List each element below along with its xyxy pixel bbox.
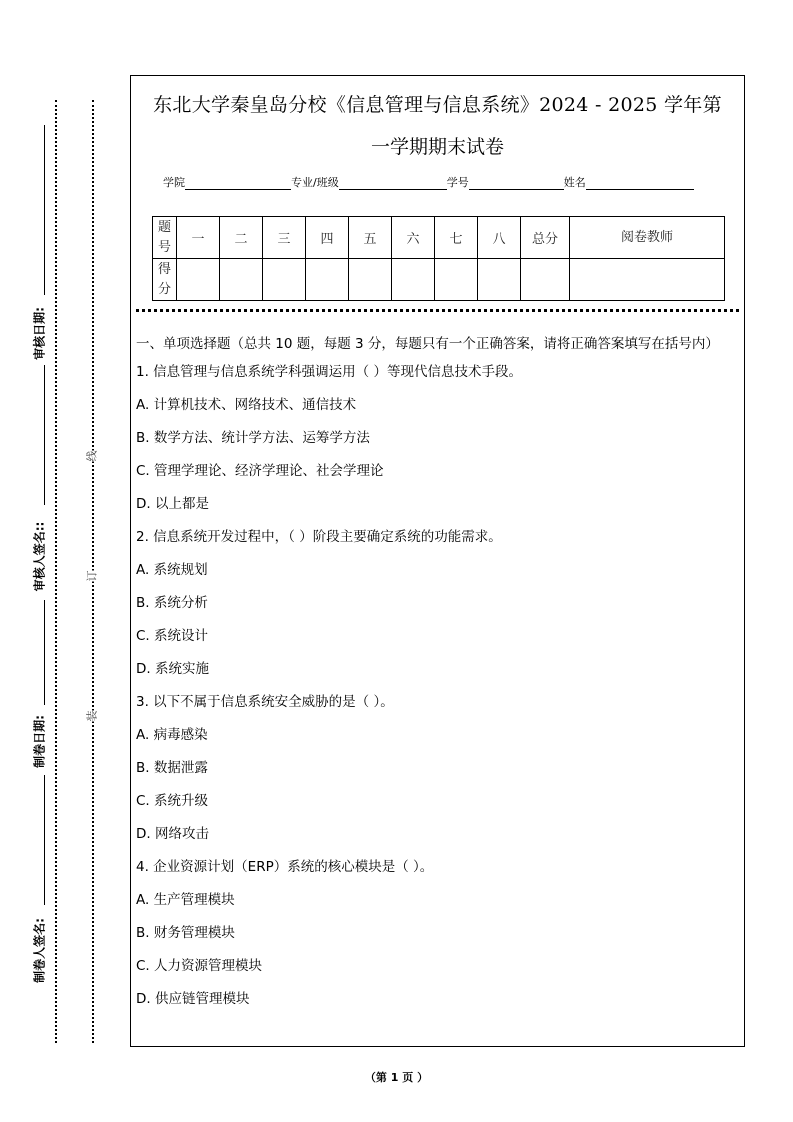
answer-option: B. 财务管理模块 xyxy=(136,925,235,941)
exam-page-frame xyxy=(130,75,745,1047)
answer-option: B. 数据泄露 xyxy=(136,760,208,776)
score-table-score-row xyxy=(153,259,725,301)
answer-option: A. 系统规划 xyxy=(136,562,208,578)
score-cell[interactable] xyxy=(349,259,392,301)
col-6: 六 xyxy=(392,217,435,259)
question-stem: 1. 信息管理与信息系统学科强调运用（ ）等现代信息技术手段。 xyxy=(136,364,522,380)
score-table-header-row xyxy=(153,217,725,259)
col-5: 五 xyxy=(349,217,392,259)
binding-mark-staple: 订 xyxy=(85,570,99,582)
name-field[interactable] xyxy=(586,177,694,190)
reviewer-signature-blank xyxy=(44,365,45,505)
page-number: （第 1 页 ） xyxy=(364,1071,429,1084)
answer-option: B. 系统分析 xyxy=(136,595,208,611)
question-number-label: 题 号 xyxy=(153,217,177,259)
col-grader: 阅卷教师 xyxy=(570,217,725,259)
section-heading: 一、单项选择题（总共 10 题，每题 3 分，每题只有一个正确答案，请将正确答案填写在括号内） xyxy=(136,336,719,352)
review-date-blank xyxy=(44,125,45,295)
col-1: 一 xyxy=(177,217,220,259)
answer-option: C. 人力资源管理模块 xyxy=(136,958,263,974)
major-class-label: 专业/班级 xyxy=(291,176,339,189)
exam-title-line2: 一学期期末试卷 xyxy=(370,136,504,158)
binding-mark-bind: 装 xyxy=(85,710,99,722)
question-content xyxy=(136,332,741,1021)
section-divider xyxy=(136,309,739,312)
answer-option: B. 数学方法、统计学方法、运筹学方法 xyxy=(136,430,370,446)
binding-mark-line: 线 xyxy=(85,450,99,462)
college-field[interactable] xyxy=(185,177,291,190)
major-class-field[interactable] xyxy=(339,177,447,190)
answer-option: D. 供应链管理模块 xyxy=(136,991,250,1007)
answer-option: C. 管理学理论、经济学理论、社会学理论 xyxy=(136,463,384,479)
reviewer-signature-label: 审核人签名:: xyxy=(32,521,47,592)
student-id-label: 学号 xyxy=(446,176,469,189)
binding-dotted-line-outer xyxy=(55,100,57,1043)
student-id-field[interactable] xyxy=(469,177,564,190)
col-7: 七 xyxy=(435,217,478,259)
compiler-signature-label: 制卷人签名: xyxy=(32,918,47,983)
score-cell[interactable] xyxy=(478,259,521,301)
col-2: 二 xyxy=(220,217,263,259)
question-stem: 3. 以下不属于信息系统安全威胁的是（ ）。 xyxy=(136,694,394,710)
score-cell-grader[interactable] xyxy=(570,259,725,301)
score-cell[interactable] xyxy=(306,259,349,301)
score-table xyxy=(152,216,725,301)
question-stem: 2. 信息系统开发过程中，（ ）阶段主要确定系统的功能需求。 xyxy=(136,529,502,545)
student-info-row xyxy=(163,174,694,190)
answer-option: C. 系统升级 xyxy=(136,793,209,809)
col-total: 总分 xyxy=(521,217,570,259)
name-label: 姓名 xyxy=(563,176,586,189)
col-4: 四 xyxy=(306,217,349,259)
answer-option: A. 生产管理模块 xyxy=(136,892,235,908)
answer-option: A. 病毒感染 xyxy=(136,727,208,743)
score-cell[interactable] xyxy=(263,259,306,301)
score-cell[interactable] xyxy=(392,259,435,301)
compile-date-label: 制卷日期: xyxy=(32,715,47,768)
review-date-label: 审核日期: xyxy=(32,307,47,360)
question-stem: 4. 企业资源计划（ERP）系统的核心模块是（ ）。 xyxy=(136,859,434,875)
col-3: 三 xyxy=(263,217,306,259)
answer-option: D. 系统实施 xyxy=(136,661,209,677)
answer-option: D. 网络攻击 xyxy=(136,826,209,842)
compiler-signature-blank xyxy=(44,775,45,905)
score-cell[interactable] xyxy=(435,259,478,301)
score-label: 得 分 xyxy=(153,259,177,301)
score-cell-total[interactable] xyxy=(521,259,570,301)
col-8: 八 xyxy=(478,217,521,259)
college-label: 学院 xyxy=(163,176,185,189)
answer-option: A. 计算机技术、网络技术、通信技术 xyxy=(136,397,357,413)
score-cell[interactable] xyxy=(177,259,220,301)
score-cell[interactable] xyxy=(220,259,263,301)
exam-title-line1: 东北大学秦皇岛分校《信息管理与信息系统》2024 - 2025 学年第 xyxy=(153,94,722,116)
compile-date-blank xyxy=(44,600,45,705)
answer-option: C. 系统设计 xyxy=(136,628,209,644)
answer-option: D. 以上都是 xyxy=(136,496,209,512)
